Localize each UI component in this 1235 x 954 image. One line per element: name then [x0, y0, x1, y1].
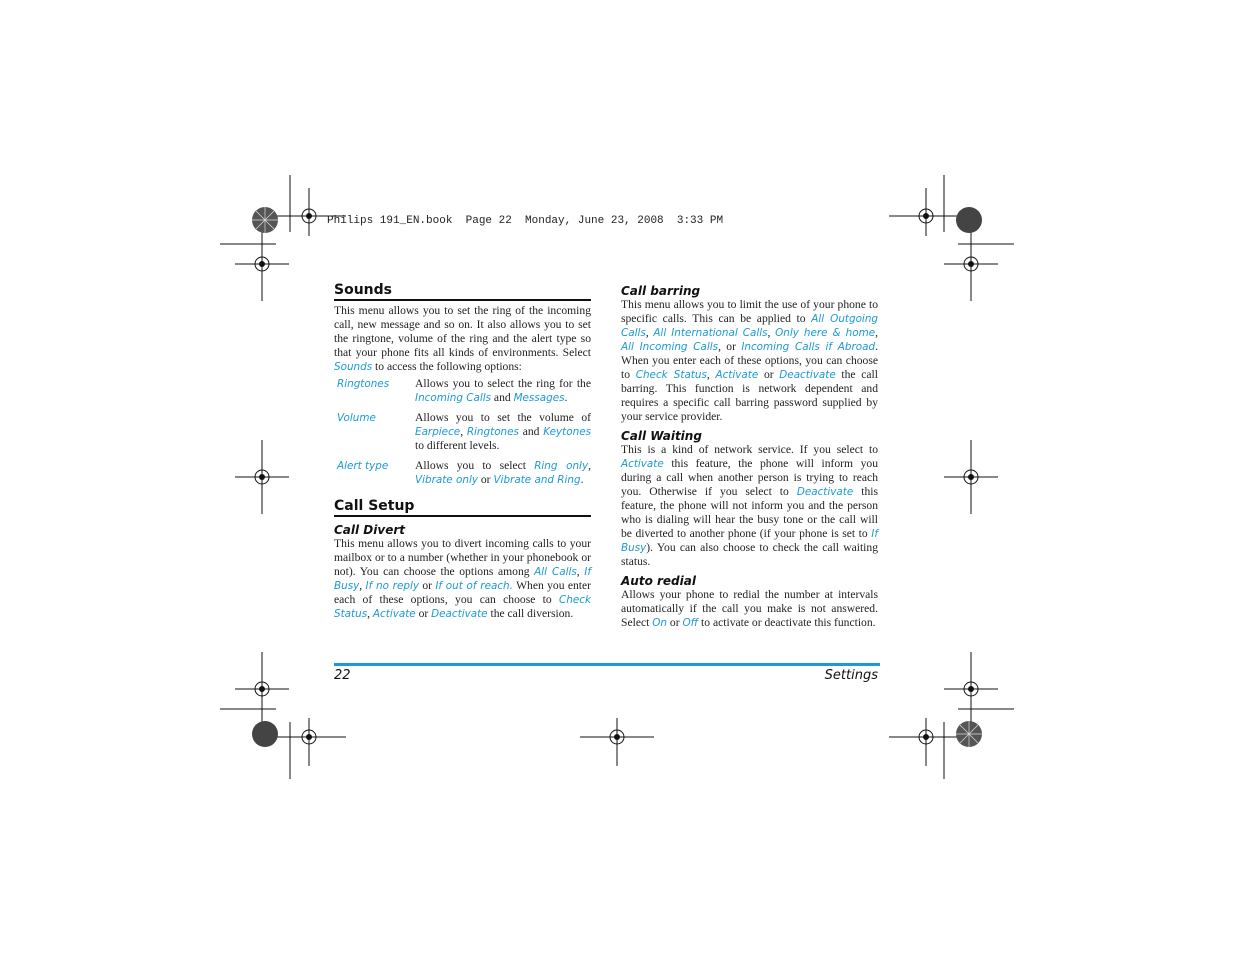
section-title-call-setup: Call Setup [334, 498, 415, 514]
right-column [621, 284, 878, 630]
call-waiting-text: This is a kind of network service. If you select to Activate this feature, the phone will inform you during a call when another person is trying to reach you. Otherwise if you select to Deactivate this feature, the phone will not inform you and the person who is dialing will hear the busy tone or the call will be diverted to another phone (if your phone is set to If Busy). You can also choose to check the call waiting status. [621, 443, 878, 568]
section-title-sounds: Sounds [334, 282, 392, 298]
footer-rule [334, 663, 880, 666]
auto-redial-text: Allows your phone to redial the number at intervals automatically if the call you make is not answered. Select On or Off to activate or deactivate this function. [621, 588, 878, 629]
subsection-auto-redial: Auto redial [621, 574, 696, 588]
option-volume: Volume Allows you to set the volume of Earpiece, Ringtones and Keytones to different levels. [337, 411, 591, 452]
call-divert-text: This menu allows you to divert incoming calls to your mailbox or to a number (whether in your phonebook or not). You can choose the options among All Calls, If Busy, If no reply or If out of reach. When you enter each of these options, you can choose to Check Status, Activate or Deactivate the call diversion. [334, 537, 592, 620]
subsection-call-waiting: Call Waiting [621, 429, 702, 443]
left-column [334, 283, 591, 621]
subsection-call-barring: Call barring [621, 284, 701, 298]
book-header: Philips 191_EN.book Page 22 Monday, June 23, 2008 3:33 PM [327, 215, 724, 227]
subsection-call-divert: Call Divert [334, 523, 405, 537]
footer-section-name: Settings [824, 668, 878, 683]
sounds-intro: This menu allows you to set the ring of the incoming call, new message and so on. It also allows you to set the ringtone, volume of the ring and the alert type so that your phone fits all kinds of environments. Select Sounds to access the following options: [334, 304, 591, 373]
call-barring-text: This menu allows you to limit the use of your phone to specific calls. This can be applied to All Outgoing Calls, All International Calls, Only here & home, All Incoming Calls, or Incoming Calls if Abroad. When you enter each of these options, you can choose to Check Status, Activate or Deactivate the call barring. This function is network dependent and requires a specific call barring password supplied by your service provider. [621, 298, 879, 423]
option-alert-type: Alert type Allows you to select Ring only, Vibrate only or Vibrate and Ring. [337, 459, 592, 486]
page-number: 22 [334, 668, 351, 683]
option-ringtones: Ringtones Allows you to select the ring for the Incoming Calls and Messages. [337, 377, 591, 404]
